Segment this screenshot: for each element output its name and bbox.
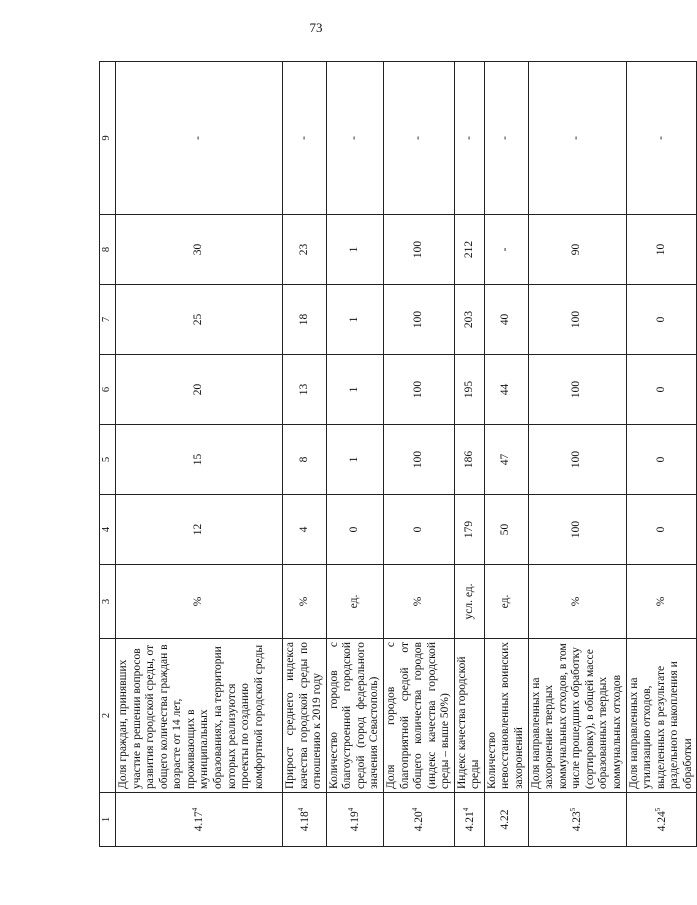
- table-row: [626, 62, 697, 847]
- page-number: 73: [309, 20, 323, 35]
- unit-cell: %: [528, 565, 626, 639]
- value-cell-v5: 186: [454, 425, 484, 495]
- value-cell-v7: 1: [326, 285, 383, 355]
- row-number: 4.24: [655, 811, 668, 832]
- table-row: [484, 62, 528, 847]
- indicator-name: Доля граждан, принявших участие в решении вопросов развития городской среды, от общего количества граждан в возрасте от 14 лет, проживающих в муниципальных образованиях, на территории которых реализуются проекты по созданию комфортной городской среды: [116, 639, 283, 793]
- value-cell-v8: 212: [454, 215, 484, 285]
- header-cell: 3: [100, 565, 116, 639]
- value-cell-v9: -: [116, 62, 283, 215]
- value-cell-v5: 100: [528, 425, 626, 495]
- value-cell-v4: 12: [116, 495, 283, 565]
- row-number: 4.18: [298, 811, 311, 832]
- indicator-name: Доля направленных на утилизацию отходов, выделенных в результате раздельного накопления и обработки: [626, 639, 697, 793]
- indicator-name: Количество невосстановленных воинских захоронений: [484, 639, 528, 793]
- row-number: 4.22: [499, 809, 512, 830]
- value-cell-v6: 100: [383, 355, 454, 425]
- row-number: 4.17: [193, 811, 206, 832]
- table-row: [454, 62, 484, 847]
- footnote-mark: 4: [347, 807, 356, 812]
- header-cell: 2: [100, 639, 116, 793]
- value-cell-v6: 0: [626, 355, 697, 425]
- row-number: 4.23: [571, 811, 584, 832]
- value-cell-v7: 40: [484, 285, 528, 355]
- header-row: [100, 62, 116, 847]
- row-number-cell: [626, 793, 697, 847]
- row-number: 4.20: [412, 811, 425, 832]
- indicator-name: Прирост среднего индекса качества городской среды по отношению к 2019 году: [283, 639, 327, 793]
- unit-cell: ед.: [326, 565, 383, 639]
- value-cell-v8: 10: [626, 215, 697, 285]
- value-cell-v8: 1: [326, 215, 383, 285]
- value-cell-v4: 50: [484, 495, 528, 565]
- footnote-mark: 4: [461, 807, 470, 812]
- row-number-cell: [383, 793, 454, 847]
- header-cell: 4: [100, 495, 116, 565]
- table-row: [283, 62, 327, 847]
- value-cell-v6: 195: [454, 355, 484, 425]
- header-cell: 9: [100, 62, 116, 215]
- value-cell-v9: -: [283, 62, 327, 215]
- header-cell: 8: [100, 215, 116, 285]
- value-cell-v9: -: [528, 62, 626, 215]
- row-number: 4.19: [348, 811, 361, 832]
- footnote-mark: 4: [411, 807, 420, 812]
- footnote-mark: 5: [569, 807, 578, 812]
- value-cell-v6: 13: [283, 355, 327, 425]
- table-row: [326, 62, 383, 847]
- value-cell-v4: 179: [454, 495, 484, 565]
- row-number-cell: [454, 793, 484, 847]
- value-cell-v6: 1: [326, 355, 383, 425]
- value-cell-v4: 0: [383, 495, 454, 565]
- value-cell-v5: 0: [626, 425, 697, 495]
- unit-cell: ед.: [484, 565, 528, 639]
- value-cell-v9: -: [383, 62, 454, 215]
- value-cell-v7: 18: [283, 285, 327, 355]
- footnote-mark: 5: [653, 807, 662, 812]
- value-cell-v4: 0: [626, 495, 697, 565]
- row-number-cell: [484, 793, 528, 847]
- indicator-name: Количество городов с благоустроенной городской средой (город федерального значения Севастополь): [326, 639, 383, 793]
- value-cell-v9: -: [484, 62, 528, 215]
- value-cell-v8: 100: [383, 215, 454, 285]
- value-cell-v9: -: [626, 62, 697, 215]
- row-number: 4.21: [463, 811, 476, 832]
- unit-cell: %: [116, 565, 283, 639]
- value-cell-v6: 44: [484, 355, 528, 425]
- row-number-cell: [116, 793, 283, 847]
- indicator-name: Индекс качества городской среды: [454, 639, 484, 793]
- indicator-name: Доля городов с благоприятной средой от общего количества городов (индекс качества городской среды – выше 50%): [383, 639, 454, 793]
- value-cell-v6: 100: [528, 355, 626, 425]
- header-cell: 1: [100, 793, 116, 847]
- value-cell-v7: 25: [116, 285, 283, 355]
- value-cell-v5: 15: [116, 425, 283, 495]
- value-cell-v5: 1: [326, 425, 383, 495]
- value-cell-v8: 23: [283, 215, 327, 285]
- table-row: [383, 62, 454, 847]
- indicator-name: Доля направленных на захоронение твердых коммунальных отходов, в том числе прошедших обработку (сортировку), в общей массе образованных твердых коммунальных отходов: [528, 639, 626, 793]
- value-cell-v9: -: [454, 62, 484, 215]
- indicators-table: [99, 61, 697, 847]
- unit-cell: %: [383, 565, 454, 639]
- value-cell-v8: 30: [116, 215, 283, 285]
- value-cell-v5: 100: [383, 425, 454, 495]
- value-cell-v7: 0: [626, 285, 697, 355]
- value-cell-v4: 4: [283, 495, 327, 565]
- value-cell-v6: 20: [116, 355, 283, 425]
- row-number-cell: [283, 793, 327, 847]
- header-cell: 6: [100, 355, 116, 425]
- header-cell: 5: [100, 425, 116, 495]
- footnote-mark: 4: [296, 807, 305, 812]
- footnote-mark: 4: [191, 807, 200, 812]
- row-number-cell: [326, 793, 383, 847]
- value-cell-v5: 47: [484, 425, 528, 495]
- unit-cell: %: [626, 565, 697, 639]
- table-row: [116, 62, 283, 847]
- value-cell-v7: 100: [383, 285, 454, 355]
- unit-cell: усл. ед.: [454, 565, 484, 639]
- value-cell-v7: 203: [454, 285, 484, 355]
- row-number-cell: [528, 793, 626, 847]
- rotated-table-container: [99, 62, 694, 847]
- value-cell-v4: 100: [528, 495, 626, 565]
- value-cell-v4: 0: [326, 495, 383, 565]
- value-cell-v8: -: [484, 215, 528, 285]
- value-cell-v8: 90: [528, 215, 626, 285]
- value-cell-v5: 8: [283, 425, 327, 495]
- table-row: [528, 62, 626, 847]
- unit-cell: %: [283, 565, 327, 639]
- header-cell: 7: [100, 285, 116, 355]
- value-cell-v9: -: [326, 62, 383, 215]
- table-frame: [99, 62, 694, 847]
- value-cell-v7: 100: [528, 285, 626, 355]
